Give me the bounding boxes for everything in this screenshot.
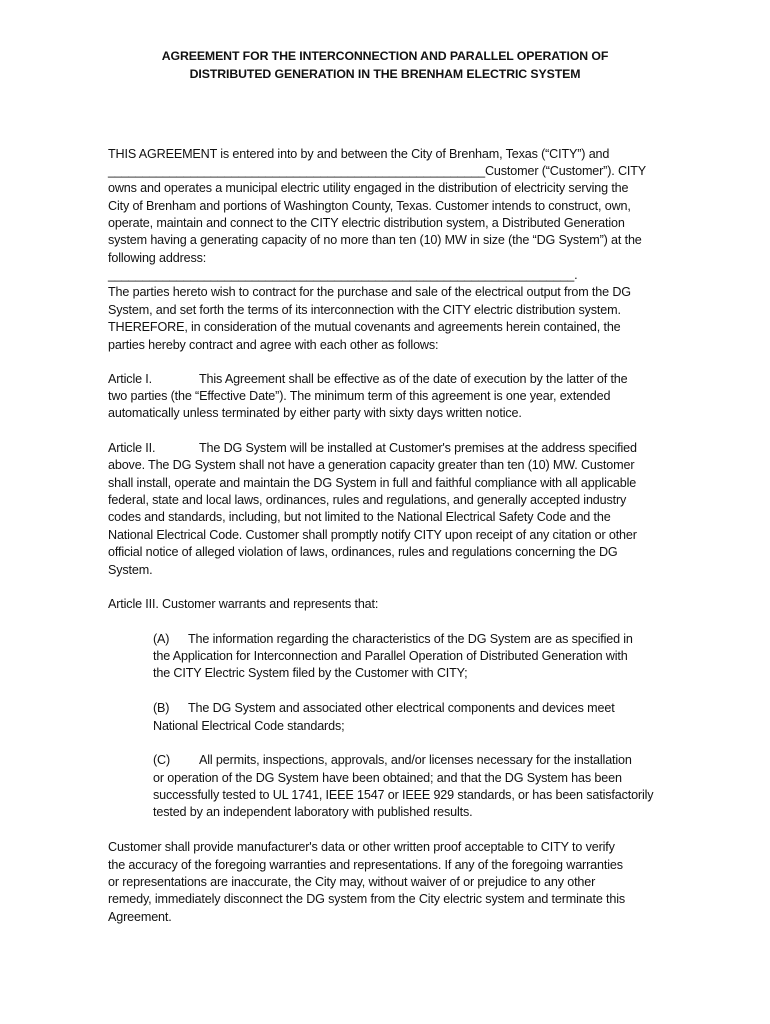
article-3-item-line: National Electrical Code standards; (153, 719, 345, 733)
article-1-line: automatically unless terminated by either party with sixty days written notice. (108, 406, 522, 420)
article-2-line: National Electrical Code. Customer shall promptly notify CITY upon receipt of any citation or other (108, 528, 637, 542)
article-3-item-label: (A) (153, 632, 170, 646)
intro-line: system having a generating capacity of no more than ten (10) MW in size (the “DG System”) at the (108, 233, 642, 247)
intro-line: THIS AGREEMENT is entered into by and between the City of Brenham, Texas (“CITY”) and (108, 147, 610, 161)
article-3-item-line: The DG System and associated other electrical components and devices meet (188, 701, 615, 715)
article-3-item-line: successfully tested to UL 1741, IEEE 1547 or IEEE 929 standards, or has been satisfactorily (153, 788, 654, 802)
article-3-item-line: The information regarding the characteristics of the DG System are as specified in (188, 632, 633, 646)
article-3-item-line: tested by an independent laboratory with published results. (153, 805, 473, 819)
intro-line: owns and operates a municipal electric utility engaged in the distribution of electricity serving the (108, 181, 629, 195)
article-3-item-label: (C) (153, 753, 171, 767)
closing-paragraph-line: Agreement. (108, 910, 172, 924)
document-title-line-1: AGREEMENT FOR THE INTERCONNECTION AND PARALLEL OPERATION OF (161, 49, 609, 63)
article-1-line: two parties (the “Effective Date”). The minimum term of this agreement is one year, extended (108, 389, 611, 403)
article-2-label: Article II. (108, 441, 156, 455)
intro-line: operate, maintain and connect to the CITY electric distribution system, a Distributed Generation (108, 216, 625, 230)
intro-line: following address: (108, 251, 207, 265)
article-2-line: codes and standards, including, but not limited to the National Electrical Safety Code and the (108, 510, 611, 524)
article-1-label: Article I. (108, 372, 152, 386)
intro-line: THEREFORE, in consideration of the mutual covenants and agreements herein contained, the (108, 320, 621, 334)
closing-paragraph-line: or representations are inaccurate, the City may, without waiver of or prejudice to any other (108, 875, 596, 889)
intro-line: _______________________________________________________Customer (“Customer”). CITY (108, 164, 647, 178)
document-title-line-2: DISTRIBUTED GENERATION IN THE BRENHAM ELECTRIC SYSTEM (189, 67, 581, 81)
article-3-item-line: All permits, inspections, approvals, and/or licenses necessary for the installation (199, 753, 632, 767)
article-2-line: The DG System will be installed at Customer's premises at the address specified (199, 441, 637, 455)
closing-paragraph-line: Customer shall provide manufacturer's data or other written proof acceptable to CITY to verify (108, 840, 615, 854)
article-2-line: above. The DG System shall not have a generation capacity greater than ten (10) MW. Customer (108, 458, 635, 472)
article-3-item-line: or operation of the DG System have been obtained; and that the DG System has been (153, 771, 622, 785)
closing-paragraph-line: remedy, immediately disconnect the DG system from the City electric system and terminate this (108, 892, 626, 906)
intro-line: The parties hereto wish to contract for the purchase and sale of the electrical output from the DG (108, 285, 631, 299)
article-3-item-line: the CITY Electric System filed by the Customer with CITY; (153, 666, 468, 680)
closing-paragraph-line: the accuracy of the foregoing warranties and representations. If any of the foregoing warranties (108, 858, 623, 872)
article-2-line: official notice of alleged violation of laws, ordinances, rules and regulations concerning the DG (108, 545, 618, 559)
intro-line: System, and set forth the terms of its interconnection with the CITY electric distribution system. (108, 303, 621, 317)
article-1-line: This Agreement shall be effective as of the date of execution by the latter of the (199, 372, 628, 386)
article-2-line: shall install, operate and maintain the DG System in full and faithful compliance with all applicable (108, 476, 637, 490)
article-3-item-line: the Application for Interconnection and Parallel Operation of Distributed Generation with (153, 649, 628, 663)
article-3-heading: Article III. Customer warrants and represents that: (108, 597, 379, 611)
article-2-line: System. (108, 563, 153, 577)
article-3-item-label: (B) (153, 701, 170, 715)
intro-line: City of Brenham and portions of Washington County, Texas. Customer intends to construct, own, (108, 199, 631, 213)
intro-line: parties hereby contract and agree with each other as follows: (108, 338, 439, 352)
intro-line: ____________________________________________________________________. (108, 268, 578, 282)
article-2-line: federal, state and local laws, ordinances, rules and regulations, and generally accepted industry (108, 493, 627, 507)
